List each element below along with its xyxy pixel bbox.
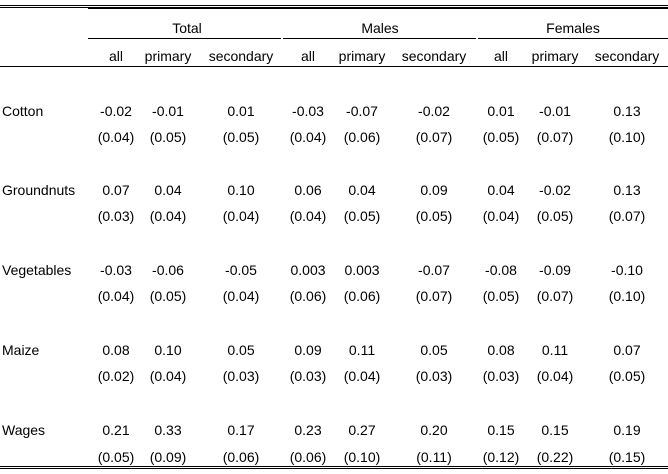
standard-error-cell: (0.22) (536, 449, 574, 465)
header-band-rule (88, 8, 668, 9)
estimate-cell: 0.08 (102, 342, 130, 358)
standard-error-cell: (0.10) (608, 288, 646, 304)
standard-error-cell: (0.04) (222, 288, 260, 304)
standard-error-cell: (0.04) (289, 208, 327, 224)
estimate-cell: 0.08 (487, 342, 515, 358)
estimate-cell: 0.11 (348, 342, 376, 358)
standard-error-cell: (0.02) (97, 368, 135, 384)
standard-error-cell: (0.03) (415, 368, 453, 384)
standard-error-cell: (0.06) (343, 129, 381, 145)
standard-error-cell: (0.07) (536, 288, 574, 304)
estimate-cell: -0.09 (539, 262, 571, 278)
standard-error-cell: (0.04) (222, 208, 260, 224)
standard-error-cell: (0.10) (608, 129, 646, 145)
column-subheader: primary (338, 48, 386, 64)
estimate-cell: 0.04 (487, 182, 515, 198)
column-subheader: all (108, 48, 124, 64)
standard-error-cell: (0.07) (608, 208, 646, 224)
standard-error-cell: (0.03) (482, 368, 520, 384)
standard-error-cell: (0.04) (149, 368, 187, 384)
standard-error-cell: (0.04) (97, 288, 135, 304)
row-label: Groundnuts (2, 182, 76, 198)
estimate-cell: 0.11 (541, 342, 569, 358)
estimate-cell: 0.15 (541, 422, 569, 438)
standard-error-cell: (0.06) (343, 288, 381, 304)
standard-error-cell: (0.05) (482, 288, 520, 304)
estimate-cell: -0.02 (539, 182, 571, 198)
estimate-cell: -0.07 (418, 262, 450, 278)
estimate-cell: 0.09 (294, 342, 322, 358)
bottom-rule-inner (0, 468, 668, 469)
standard-error-cell: (0.05) (536, 208, 574, 224)
group-rule-total (88, 38, 281, 39)
standard-error-cell: (0.04) (97, 129, 135, 145)
estimate-cell: -0.08 (485, 262, 517, 278)
column-subheader: secondary (401, 48, 467, 64)
estimate-cell: 0.07 (102, 182, 130, 198)
estimate-cell: -0.01 (539, 103, 571, 119)
estimate-cell: 0.003 (290, 262, 326, 278)
standard-error-cell: (0.03) (289, 368, 327, 384)
standard-error-cell: (0.06) (289, 288, 327, 304)
column-subheader: primary (531, 48, 579, 64)
estimate-cell: 0.33 (154, 422, 182, 438)
row-label: Wages (2, 422, 46, 438)
standard-error-cell: (0.04) (536, 368, 574, 384)
estimate-cell: 0.01 (227, 103, 255, 119)
estimate-cell: 0.13 (613, 103, 641, 119)
standard-error-cell: (0.05) (97, 449, 135, 465)
column-subheader: secondary (594, 48, 660, 64)
estimate-cell: -0.01 (152, 103, 184, 119)
estimate-cell: 0.003 (344, 262, 380, 278)
standard-error-cell: (0.06) (222, 449, 260, 465)
header-bottom-rule (0, 66, 668, 67)
standard-error-cell: (0.05) (149, 129, 187, 145)
standard-error-cell: (0.05) (222, 129, 260, 145)
estimate-cell: 0.01 (487, 103, 515, 119)
standard-error-cell: (0.06) (289, 449, 327, 465)
estimate-cell: 0.21 (102, 422, 130, 438)
estimate-cell: 0.06 (294, 182, 322, 198)
estimate-cell: 0.27 (348, 422, 376, 438)
standard-error-cell: (0.11) (416, 449, 452, 465)
estimate-cell: 0.13 (613, 182, 641, 198)
standard-error-cell: (0.07) (415, 288, 453, 304)
estimate-cell: 0.23 (294, 422, 322, 438)
standard-error-cell: (0.04) (149, 208, 187, 224)
standard-error-cell: (0.05) (482, 129, 520, 145)
estimate-cell: -0.05 (225, 262, 257, 278)
estimate-cell: 0.10 (227, 182, 255, 198)
estimate-cell: -0.03 (100, 262, 132, 278)
column-subheader: primary (144, 48, 192, 64)
estimate-cell: 0.04 (154, 182, 182, 198)
estimate-cell: 0.10 (154, 342, 182, 358)
estimate-cell: 0.04 (348, 182, 376, 198)
column-subheader: all (300, 48, 316, 64)
group-header-females: Females (546, 20, 600, 36)
standard-error-cell: (0.07) (536, 129, 574, 145)
estimate-cell: -0.03 (292, 103, 324, 119)
group-rule-females (478, 38, 668, 39)
estimate-cell: 0.09 (420, 182, 448, 198)
row-label: Maize (2, 342, 40, 358)
standard-error-cell: (0.04) (343, 368, 381, 384)
group-header-males: Males (361, 20, 399, 36)
standard-error-cell: (0.09) (149, 449, 187, 465)
standard-error-cell: (0.05) (343, 208, 381, 224)
top-rule (0, 5, 668, 6)
bottom-rule (0, 466, 668, 467)
standard-error-cell: (0.05) (608, 368, 646, 384)
row-label: Vegetables (2, 262, 72, 278)
estimate-cell: 0.20 (420, 422, 448, 438)
estimate-cell: -0.07 (346, 103, 378, 119)
column-subheader: all (493, 48, 509, 64)
group-header-total: Total (172, 20, 202, 36)
column-subheader: secondary (208, 48, 274, 64)
standard-error-cell: (0.03) (97, 208, 135, 224)
estimate-cell: 0.05 (227, 342, 255, 358)
standard-error-cell: (0.03) (222, 368, 260, 384)
standard-error-cell: (0.10) (343, 449, 381, 465)
estimate-cell: 0.17 (227, 422, 255, 438)
estimate-cell: -0.10 (611, 262, 643, 278)
estimate-cell: 0.19 (613, 422, 641, 438)
row-label: Cotton (2, 103, 44, 119)
standard-error-cell: (0.04) (482, 208, 520, 224)
estimate-cell: -0.02 (418, 103, 450, 119)
estimate-cell: 0.05 (420, 342, 448, 358)
standard-error-cell: (0.07) (415, 129, 453, 145)
standard-error-cell: (0.15) (608, 449, 646, 465)
standard-error-cell: (0.05) (415, 208, 453, 224)
standard-error-cell: (0.12) (482, 449, 520, 465)
estimate-cell: 0.07 (613, 342, 641, 358)
standard-error-cell: (0.05) (149, 288, 187, 304)
standard-error-cell: (0.04) (289, 129, 327, 145)
group-rule-males (283, 38, 476, 39)
estimate-cell: 0.15 (487, 422, 515, 438)
estimate-cell: -0.06 (152, 262, 184, 278)
estimate-cell: -0.02 (100, 103, 132, 119)
